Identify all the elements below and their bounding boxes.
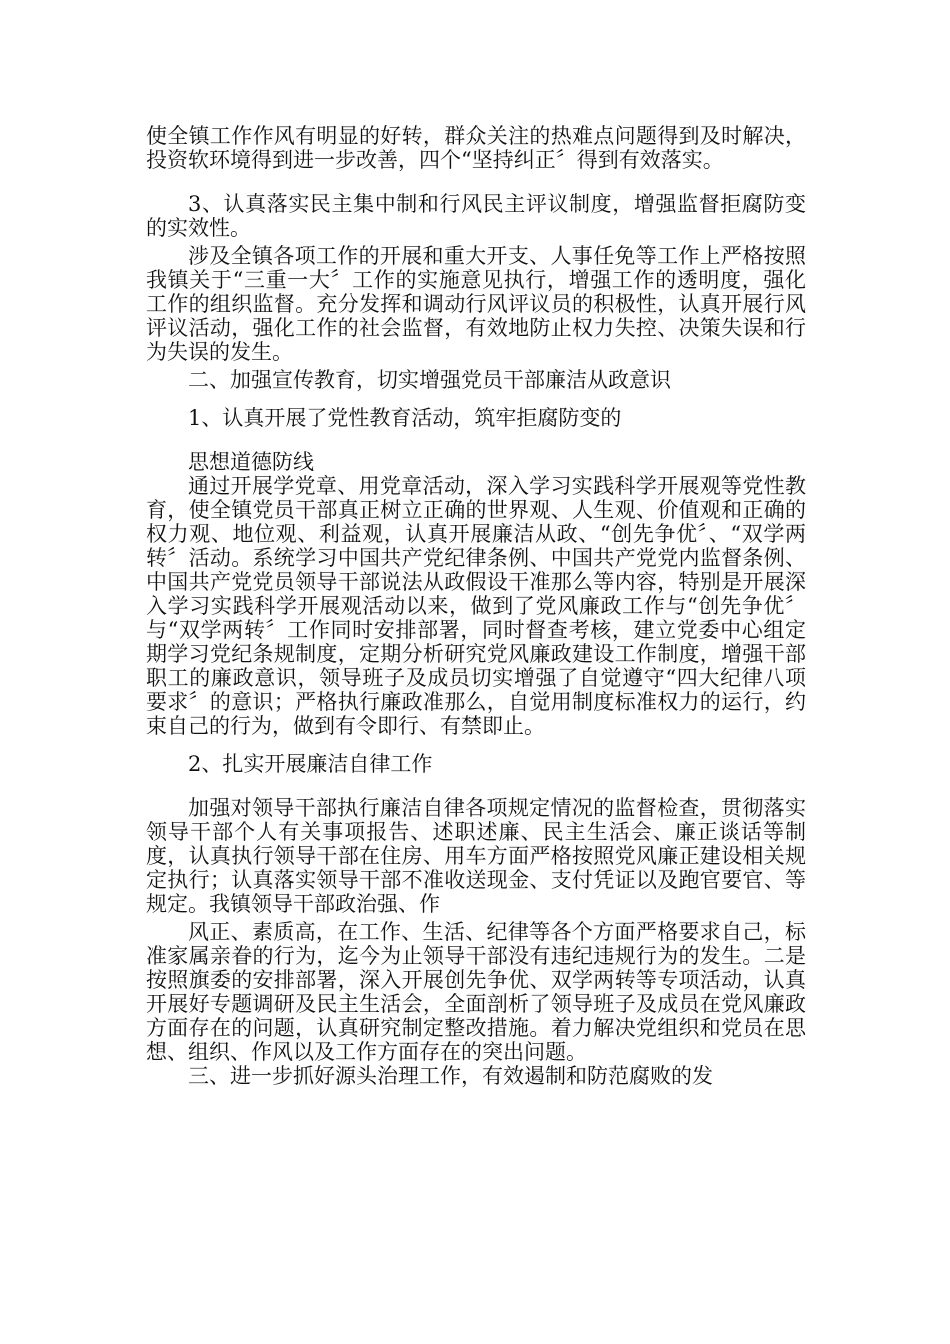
heading-item-1-continued: 思想道德防线 [188, 450, 314, 474]
heading-item-1: 1、认真开展了党性教育活动，筑牢拒腐防变的 [188, 406, 622, 430]
heading-item-3: 3、认真落实民主集中制和行风民主评议制度，增强监督拒腐防变的实效性。 [146, 192, 806, 240]
paragraph-2: 涉及全镇各项工作的开展和重大开支、人事任免等工作上严格按照我镇关于“三重一大〞工作的实施意见执行，增强工作的透明度，强化工作的组织监督。充分发挥和调动行风评议员的积极性，认真开展行风评议活动，强化工作的社会监督，有效地防止权力失控、决策失误和行为失误的发生。 [146, 244, 806, 364]
paragraph-4: 加强对领导干部执行廉洁自律各项规定情况的监督检查，贯彻落实领导干部个人有关事项报告、述职述廉、民主生活会、廉正谈话等制度，认真执行领导干部在住房、用车方面严格按照党风廉正建设相关规定执行；认真落实领导干部不准收送现金、支付凭证以及跑官要官、等规定。我镇领导干部政治强、作 [146, 796, 806, 916]
paragraph-1: 使全镇工作作风有明显的好转，群众关注的热难点问题得到及时解决，投资软环境得到进一步改善，四个“坚持纠正〞得到有效落实。 [146, 124, 806, 172]
document-body [146, 124, 806, 1088]
paragraph-3: 通过开展学党章、用党章活动，深入学习实践科学开展观等党性教育，使全镇党员干部真正树立正确的世界观、人生观、价值观和正确的权力观、地位观、利益观，认真开展廉洁从政、“创先争优〞、“双学两转〞活动。系统学习中国共产党纪律条例、中国共产党党内监督条例、中国共产党党员领导干部说法从政假设干准那么等内容，特别是开展深入学习实践科学开展观活动以来，做到了党风廉政工作与“创先争优〞与“双学两转〞工作同时安排部署，同时督查考核，建立党委中心组定期学习党纪条规制度，定期分析研究党风廉政建设工作制度，增强干部职工的廉政意识，领导班子及成员切实增强了自觉遵守“四大纪律八项要求〞的意识；严格执行廉政准那么，自觉用制度标准权力的运行，约束自己的行为，做到有令即行、有禁即止。 [146, 474, 806, 738]
section-heading-2: 二、加强宣传教育，切实增强党员干部廉洁从政意识 [188, 368, 671, 392]
section-heading-3: 三、进一步抓好源头治理工作，有效遏制和防范腐败的发 [188, 1064, 713, 1088]
paragraph-5: 风正、素质高，在工作、生活、纪律等各个方面严格要求自己，标准家属亲眷的行为，迄今为止领导干部没有违纪违规行为的发生。二是按照旗委的安排部署，深入开展创先争优、双学两转等专项活动，认真开展好专题调研及民主生活会，全面剖析了领导班子及成员在党风廉政方面存在的问题，认真研究制定整改措施。着力解决党组织和党员在思想、组织、作风以及工作方面存在的突出问题。 [146, 920, 806, 1064]
heading-item-2: 2、扎实开展廉洁自律工作 [188, 752, 433, 776]
